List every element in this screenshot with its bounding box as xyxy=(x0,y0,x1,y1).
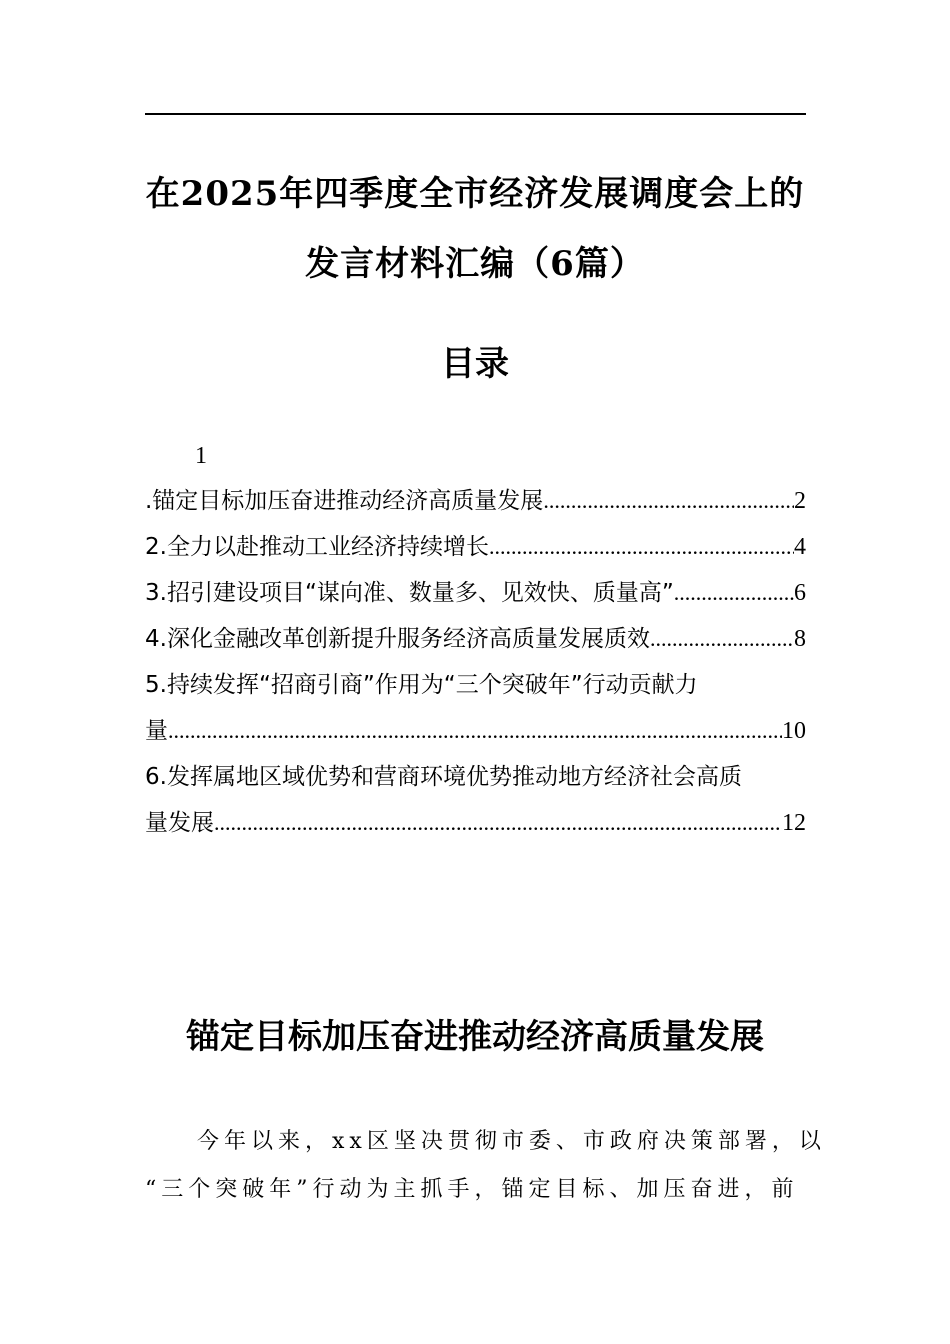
toc-leader-dots xyxy=(650,616,794,662)
toc-entry-5-line-1[interactable] xyxy=(145,662,806,708)
section-title: 锚定目标加压奋进推动经济高质量发展 xyxy=(186,1017,764,1057)
toc-entry-text: 量 xyxy=(145,718,168,744)
toc-page-number: 12 xyxy=(782,810,806,836)
toc-entry-text: 量发展 xyxy=(145,810,214,836)
toc-page-number: 4 xyxy=(794,534,806,560)
toc-leader-dots xyxy=(489,524,794,570)
document-title-line-1: 在2025年四季度全市经济发展调度会上的 xyxy=(145,174,805,214)
toc-entry-text: 2.全力以赴推动工业经济持续增长 xyxy=(145,534,489,560)
toc-leader-dots xyxy=(674,570,794,616)
toc-entry-2[interactable] xyxy=(145,524,806,570)
toc-leader-dots xyxy=(543,478,794,524)
toc-leader-dots xyxy=(168,708,782,754)
toc-page-number: 6 xyxy=(794,580,806,606)
toc-leader-dots xyxy=(214,800,782,846)
toc-entry-4[interactable] xyxy=(145,616,806,662)
toc-entry-text: 5.持续发挥“招商引商”作用为“三个突破年”行动贡献力 xyxy=(145,672,698,698)
toc-entry-6-line-2[interactable] xyxy=(145,800,806,846)
toc-entry-6-line-1[interactable] xyxy=(145,754,806,800)
toc-entry-text: .锚定目标加压奋进推动经济高质量发展 xyxy=(145,488,544,514)
body-paragraph-line-2: “三个突破年”行动为主抓手，锚定目标、加压奋进，前 xyxy=(145,1177,799,1202)
toc-page-number: 10 xyxy=(782,718,806,744)
top-rule xyxy=(145,113,806,115)
toc-entry-text: 4.深化金融改革创新提升服务经济高质量发展质效 xyxy=(145,626,650,652)
toc-entry-1[interactable] xyxy=(145,478,806,524)
table-of-contents xyxy=(145,478,806,846)
toc-heading: 目录 xyxy=(441,344,509,384)
toc-entry-3[interactable] xyxy=(145,570,806,616)
document-title-line-2: 发言材料汇编（6篇） xyxy=(305,244,645,284)
toc-entry-text: 6.发挥属地区域优势和营商环境优势推动地方经济社会高质 xyxy=(145,764,742,790)
toc-page-number: 2 xyxy=(794,488,806,514)
toc-entry-text: 3.招引建设项目“谋向准、数量多、见效快、质量高” xyxy=(145,580,674,606)
toc-entry-number: 1 xyxy=(195,443,207,469)
toc-page-number: 8 xyxy=(794,626,806,652)
body-paragraph-line-1: 今年以来，xx区坚决贯彻市委、市政府决策部署，以 xyxy=(197,1129,826,1154)
toc-entry-5-line-2[interactable] xyxy=(145,708,806,754)
